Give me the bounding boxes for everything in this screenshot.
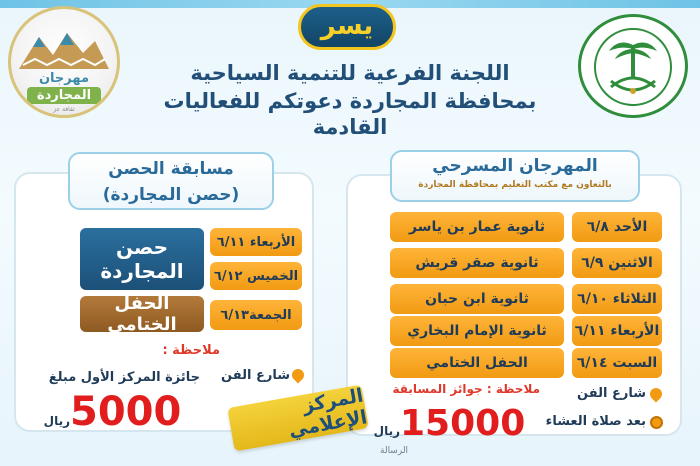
fort-competition-title-line2: (حصن المجاردة) [102, 185, 240, 205]
theater-school-3: ثانوية ابن حبان [390, 284, 564, 314]
theater-day-3: الثلاثاء ٦/١٠ [572, 284, 662, 314]
event-fort-mujarda: حصن المجاردة [80, 228, 204, 290]
mountains-icon [19, 29, 109, 69]
yusr-badge: يسر [298, 4, 396, 50]
clock-icon [650, 416, 663, 429]
fort-competition-title [68, 152, 274, 210]
theater-festival-subtitle: بالتعاون مع مكتب التعليم بمحافظة المجاردة [418, 180, 612, 190]
festival-logo [8, 6, 120, 118]
right-time: بعد صلاة العشاء [545, 414, 646, 429]
right-note: ملاحظة : جوائز المسابقة [392, 382, 540, 396]
left-location: شارع الفن [221, 368, 290, 383]
left-note-label: ملاحظة : [162, 343, 220, 358]
media-center-badge: المركز الإعلامي [227, 385, 369, 452]
footer-brand: الرسالة [380, 446, 409, 456]
left-date-1: الأربعاء ٦/١١ [210, 228, 302, 256]
left-date-3: الجمعة٦/١٣ [210, 300, 302, 330]
theater-day-4: الأربعاء ٦/١١ [572, 316, 662, 346]
theater-festival-title-text: المهرجان المسرحي [432, 156, 598, 176]
theater-day-2: الاثنين ٦/٩ [572, 248, 662, 278]
theater-school-1: ثانوية عمار بن ياسر [390, 212, 564, 242]
right-prize-currency: ريال [373, 424, 400, 438]
ministry-emblem [578, 14, 688, 118]
theater-school-4: ثانوية الإمام البخاري [390, 316, 564, 346]
theater-festival-title [390, 150, 640, 202]
fort-competition-title-line1: مسابقة الحصن [108, 159, 234, 179]
festival-logo-sub: ثقافة عز [53, 106, 75, 113]
left-prize-text: جائزة المركز الأول مبلغ [48, 370, 200, 385]
palm-swords-icon [591, 25, 675, 109]
heading-line-2: بمحافظة المجاردة دعوتكم للفعاليات القادمة [163, 89, 537, 139]
festival-logo-line1: مهرجان [38, 71, 90, 86]
event-closing-ceremony: الحفل الختامي [80, 296, 204, 332]
right-prize-amount: 15000 [400, 403, 526, 444]
right-location: شارع الفن [577, 386, 646, 401]
theater-school-2: ثانوية صقر قريش [390, 248, 564, 278]
heading-line-1: اللجنة الفرعية للتنمية السياحية [190, 61, 510, 85]
left-prize-currency: ريال [43, 414, 70, 428]
left-date-2: الخميس ٦/١٢ [210, 262, 302, 290]
theater-school-5: الحفل الختامي [390, 348, 564, 378]
theater-day-1: الأحد ٦/٨ [572, 212, 662, 242]
theater-day-5: السبت ٦/١٤ [572, 348, 662, 378]
festival-logo-name: المجاردة [27, 87, 101, 104]
left-prize-amount: 5000 [70, 389, 182, 435]
